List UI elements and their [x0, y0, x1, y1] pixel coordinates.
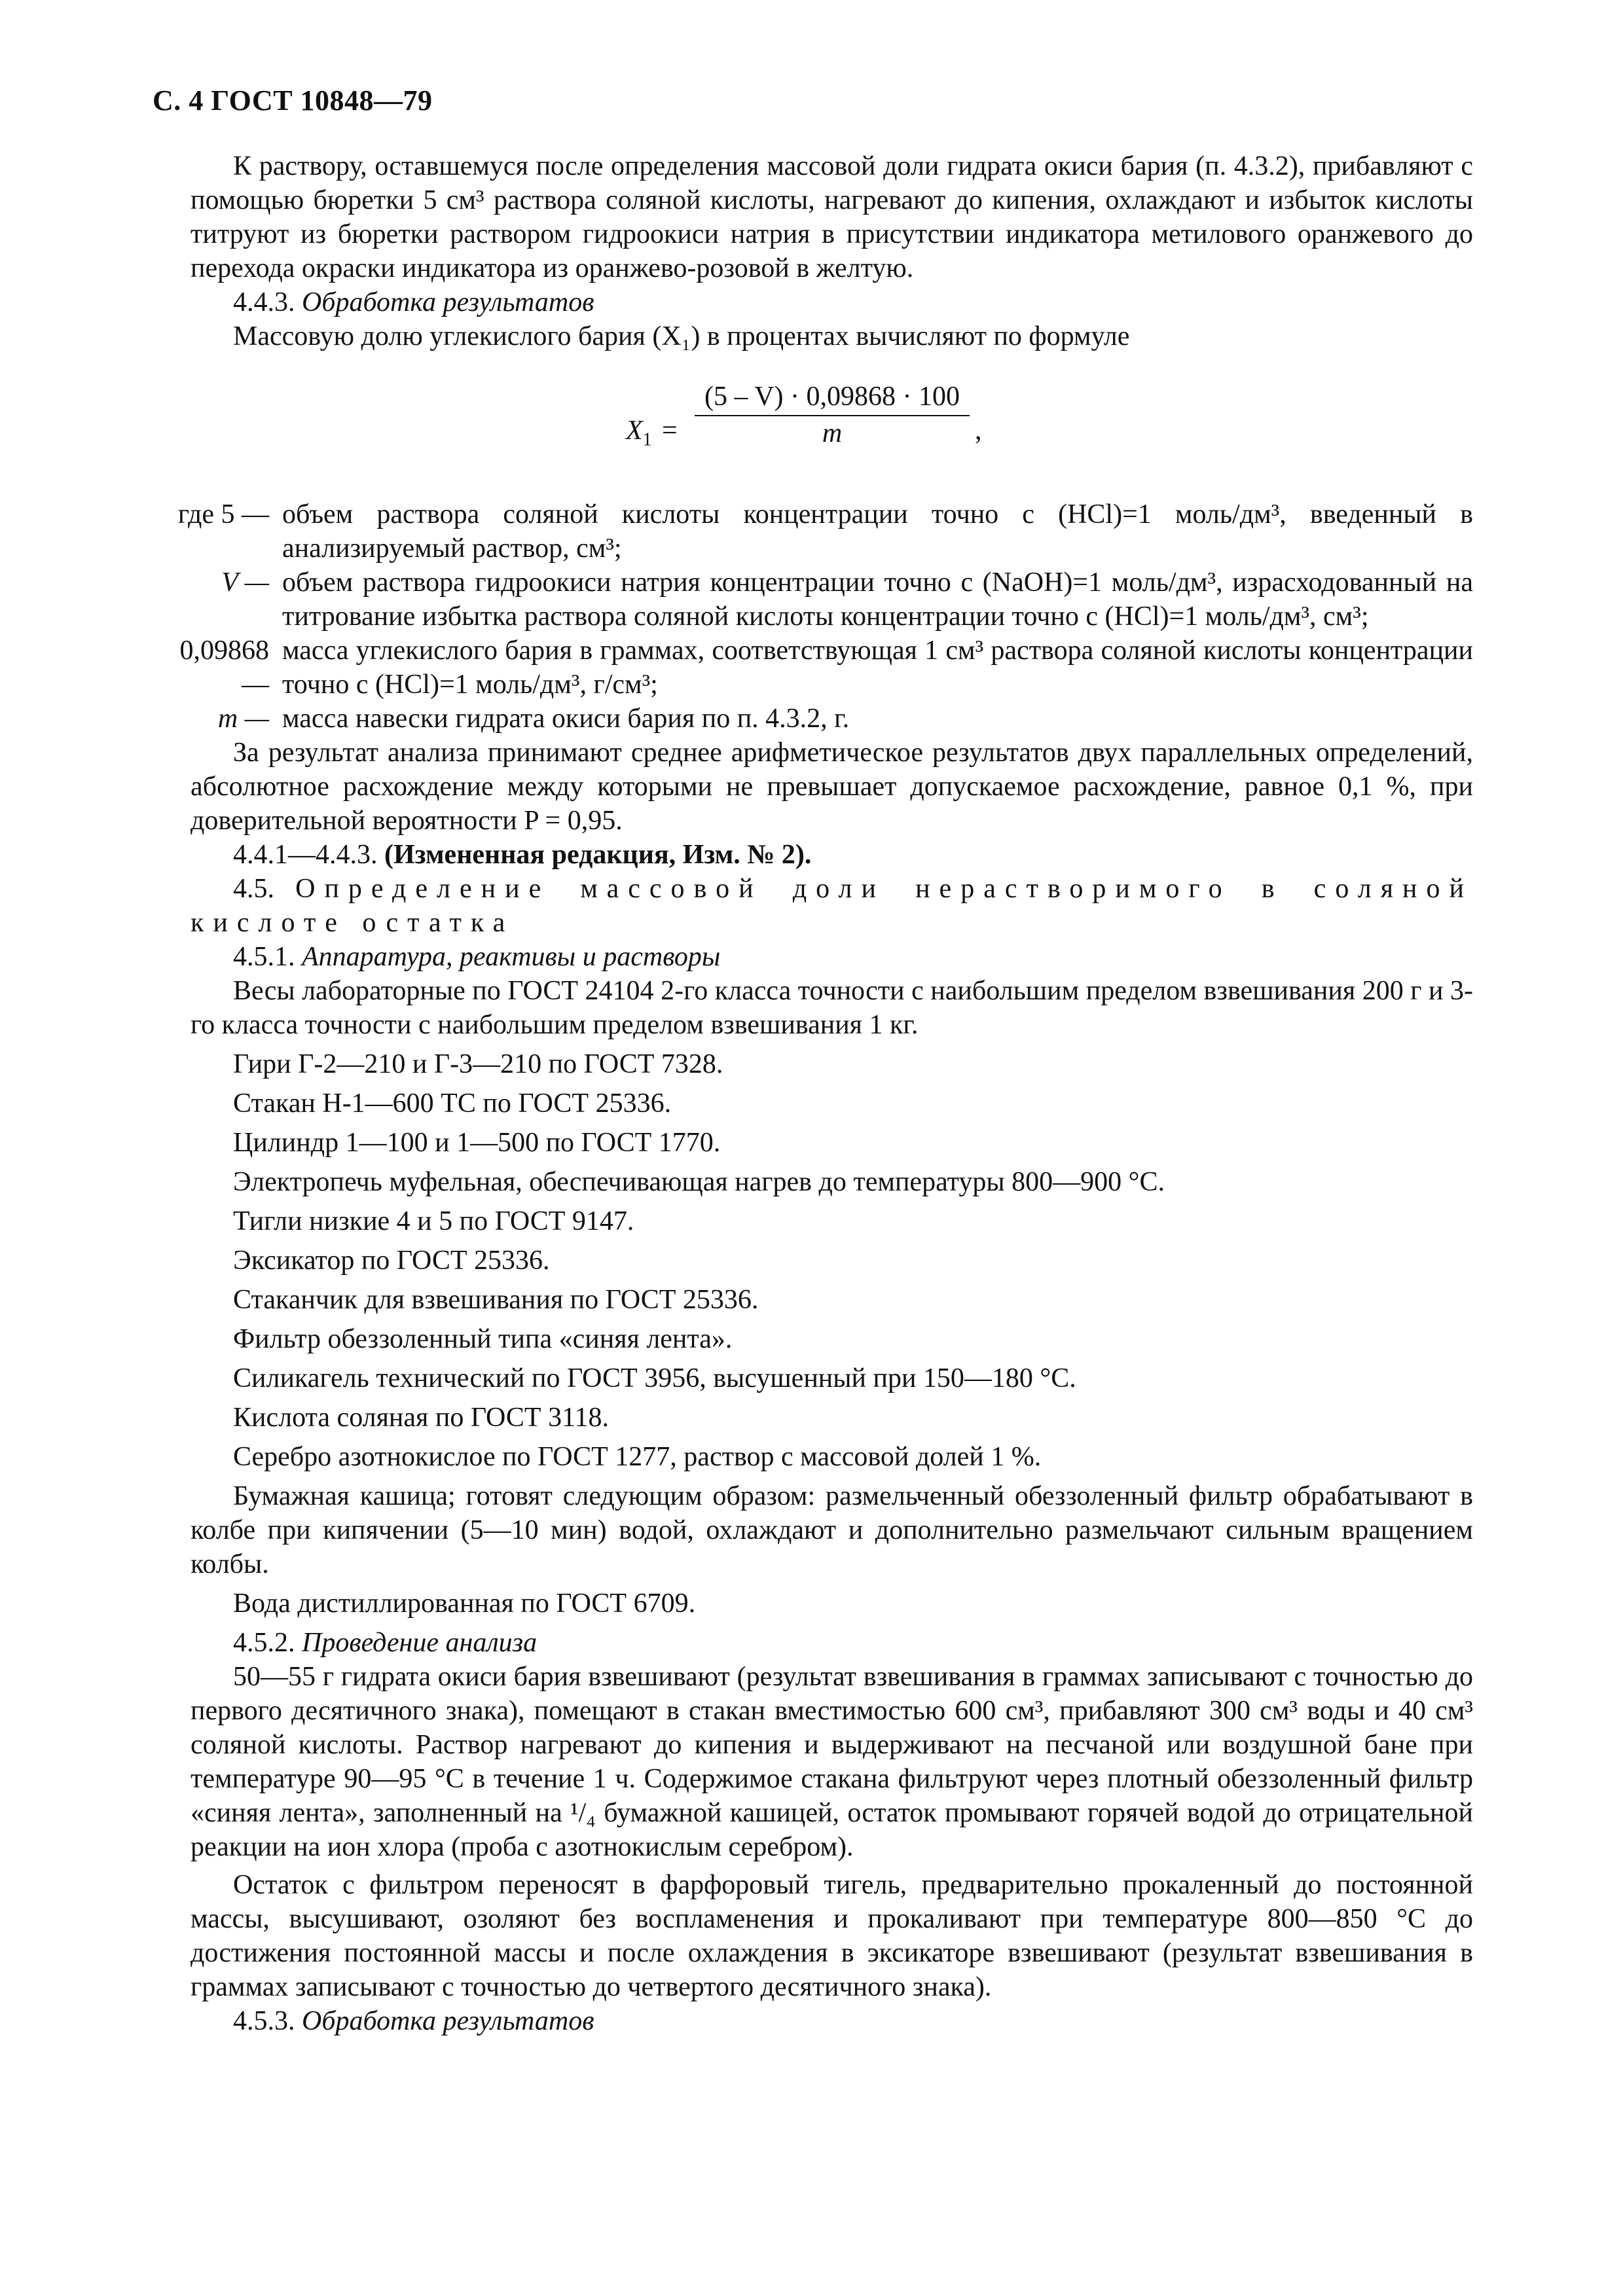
section-number: 4.5.1.	[233, 942, 295, 972]
section-number: 4.4.1—4.4.3.	[233, 840, 378, 870]
definition-text: объем раствора гидроокиси натрия концентрации точно c (NaOH)=1 моль/дм³, израсходованный на титрование избытка раствора соляной кислоты концентрации точно c (HCl)=1 моль/дм³, см³;	[282, 567, 1473, 632]
formula-x1	[191, 380, 1473, 491]
section-title: Обработка результатов	[302, 287, 594, 317]
formula-lhs: $X_1$	[626, 416, 652, 450]
section-4-5-3-heading	[191, 2004, 1473, 2038]
list-item: Весы лабораторные по ГОСТ 24104 2-го класса точности с наибольшим пределом взвешивания 200 г и 3-го класса точности с наибольшим пределом взвешивания 1 кг.	[191, 976, 1473, 1040]
formula-equals: =	[662, 416, 678, 446]
paragraph-procedure-2: Остаток с фильтром переносят в фарфоровый тигель, предварительно прокаленный до постоянной массы, высушивают, озоляют без воспламенения и прокаливают при температуре 800—850 °С до достижения постоянной массы и после охлаждения в эксикаторе взвешивают (результат взвешивания в граммах записывают с точностью до четвертого десятичного знака).	[191, 1870, 1473, 2002]
list-item: Стаканчик для взвешивания по ГОСТ 25336.	[233, 1285, 759, 1315]
section-number: 4.5.3.	[233, 2006, 295, 2036]
section-title: Обработка результатов	[302, 2006, 594, 2036]
page-header: С. 4 ГОСТ 10848—79	[153, 84, 433, 117]
equipment-list	[191, 974, 1473, 1621]
list-item: Силикагель технический по ГОСТ 3956, высушенный при 150—180 °С.	[233, 1363, 1076, 1393]
list-item: Гири Г-2—210 и Г-3—210 по ГОСТ 7328.	[233, 1049, 723, 1079]
definition-symbol: 0,09868 —	[179, 636, 269, 700]
paragraph-result: За результат анализа принимают среднее арифметическое результатов двух параллельных определений, абсолютное расхождение между которыми не превышает допускаемое расхождение, равное 0,1 %, при доверительной вероятности P = 0,95.	[191, 738, 1473, 836]
section-4-4-3-heading	[191, 285, 1473, 319]
definition-text: масса навески гидрата окиси бария по п. 4.3.2, г.	[282, 704, 850, 734]
section-title: Аппаратура, реактивы и растворы	[302, 942, 721, 972]
amendment-note	[191, 838, 1473, 872]
list-item: Эксикатор по ГОСТ 25336.	[233, 1246, 550, 1276]
formula-definitions	[153, 497, 1473, 736]
list-item: Стакан Н-1—600 ТС по ГОСТ 25336.	[233, 1088, 672, 1119]
section-4-5-2-heading	[191, 1626, 1473, 1660]
section-4-5-1-heading	[191, 940, 1473, 974]
formula-numerator: (5 – V) · 0,09868 · 100	[695, 380, 970, 416]
formula-comma: ,	[975, 416, 982, 446]
section-number: 4.5.2.	[233, 1628, 295, 1658]
definition-row	[153, 702, 1473, 736]
list-item: Электропечь муфельная, обеспечивающая нагрев до температуры 800—900 °С.	[233, 1167, 1165, 1197]
paragraph-procedure-1: 50—55 г гидрата окиси бария взвешивают (результат взвешивания в граммах записывают с точностью до первого десятичного знака), помещают в стакан вместимостью 600 см³, прибавляют 300 см³ воды и 40 см³ соляной кислоты. Раствор нагревают до кипения и выдерживают на песчаной или воздушной бане при температуре 90—95 °С в течение 1 ч. Содержимое стакана фильтруют через плотный обеззоленный фильтр «синяя лента», заполненный на ¹/₄ бумажной кашицей, остаток промывают горячей водой до отрицательной реакции на ион хлора (проба с азотнокислым серебром).	[191, 1662, 1473, 1862]
definition-text: масса углекислого бария в граммах, соответствующая 1 см³ раствора соляной кислоты концентрации точно c (HCl)=1 моль/дм³, г/см³;	[282, 636, 1473, 700]
formula-fraction	[695, 380, 970, 450]
formula-denominator: m	[822, 418, 843, 448]
section-number: 4.5.	[233, 874, 274, 904]
list-item: Цилиндр 1—100 и 1—500 по ГОСТ 1770.	[233, 1128, 721, 1158]
section-title: Определение массовой доли нерастворимого в соляной кислоте остатка	[191, 874, 1473, 938]
paragraph-titration: К раствору, оставшемуся после определения массовой доли гидрата окиси бария (п. 4.3.2), прибавляют с помощью бюретки 5 см³ раствора соляной кислоты, нагревают до кипения, охлаждают и избыток кислоты титруют из бюретки раствором гидроокиси натрия в присутствии индикатора метилового оранжевого до перехода окраски индикатора из оранжево-розовой в желтую.	[191, 151, 1473, 283]
document-body	[177, 149, 1473, 2038]
list-item: Бумажная кашица; готовят следующим образом: размельченный обеззоленный фильтр обрабатывают в колбе при кипячении (5—10 мин) водой, охлаждают и дополнительно размельчают сильным вращением колбы.	[191, 1481, 1473, 1579]
amendment-text: (Измененная редакция, Изм. № 2).	[384, 840, 812, 870]
definition-row	[153, 565, 1473, 634]
list-item: Кислота соляная по ГОСТ 3118.	[233, 1403, 610, 1433]
list-item: Фильтр обеззоленный типа «синяя лента».	[233, 1324, 733, 1354]
definition-row	[153, 634, 1473, 702]
definition-symbol: V —	[221, 567, 269, 598]
section-title: Проведение анализа	[302, 1628, 538, 1658]
list-item: Тигли низкие 4 и 5 по ГОСТ 9147.	[233, 1206, 634, 1236]
definition-symbol: m —	[217, 704, 269, 734]
definition-text: объем раствора соляной кислоты концентрации точно c (HCl)=1 моль/дм³, введенный в анализируемый раствор, см³;	[282, 499, 1473, 564]
section-4-5-heading	[191, 872, 1473, 940]
formula-intro: Массовую долю углекислого бария (X₁) в процентах вычисляют по формуле	[233, 321, 1130, 351]
list-item: Вода дистиллированная по ГОСТ 6709.	[233, 1588, 696, 1619]
list-item: Серебро азотнокислое по ГОСТ 1277, раствор с массовой долей 1 %.	[233, 1442, 1042, 1472]
definition-row	[153, 497, 1473, 565]
section-number: 4.4.3.	[233, 287, 295, 317]
definition-symbol: где 5 —	[177, 499, 269, 529]
